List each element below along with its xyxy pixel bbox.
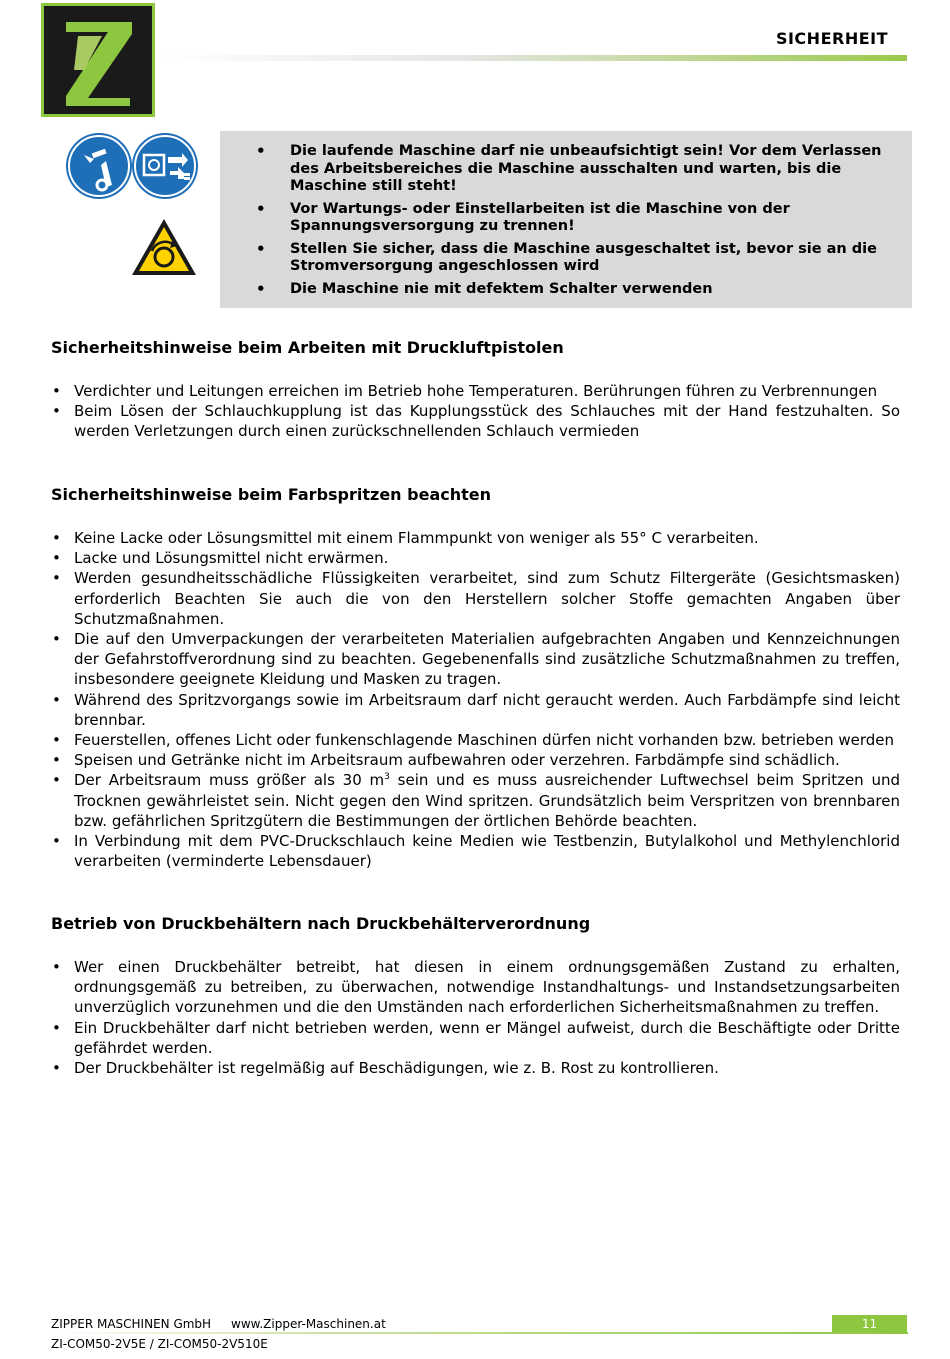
list-item: • Beim Lösen der Schlauchkupplung ist das Kupplungsstück des Schlauches mit der Hand festzuhalten. So werden Verletzungen durch einen zurückschnellenden Schlauch vermieden bbox=[51, 401, 900, 441]
footer-company: ZIPPER MASCHINEN GmbH bbox=[51, 1317, 212, 1331]
list-item: • Vor Wartungs- oder Einstellarbeiten ist die Maschine von der Spannungsversorgung zu trennen! bbox=[256, 201, 896, 236]
room-text-a: Der Arbeitsraum muss größer als 30 m bbox=[74, 771, 385, 790]
warning-list bbox=[256, 143, 896, 303]
list-item: • Die auf den Umverpackungen der verarbeiteten Materialien aufgebrachten Angaben und Kennzeichnungen der Gefahrstoffverordnung sind zu beachten. Gegebenenfalls sind zusätzliche Schutzmaßnahmen zu treffen, insbesondere geeignete Kleidung und Masken zu tragen. bbox=[51, 629, 900, 690]
list-item: • Werden gesundheitsschädliche Flüssigkeiten verarbeitet, sind zum Schutz Filtergeräte (Gesichtsmasken) erforderlich Beachten Sie auch die von den Herstellern solcher Stoffe gemachten Angaben über Schutzmaßnahmen. bbox=[51, 568, 900, 629]
section-heading: Betrieb von Druckbehältern nach Druckbehälterverordnung bbox=[51, 914, 591, 933]
list-item: • Die laufende Maschine darf nie unbeaufsichtigt sein! Vor dem Verlassen des Arbeitsbereiches die Maschine ausschalten und warten, bis die Maschine still steht! bbox=[256, 143, 896, 196]
section-pressure-vessels bbox=[51, 914, 900, 934]
footer-divider bbox=[51, 1332, 908, 1334]
list-item: • Speisen und Getränke nicht im Arbeitsraum aufbewahren oder verzehren. Farbdämpfe sind schädlich. bbox=[51, 750, 900, 770]
section-heading: Sicherheitshinweise beim Farbspritzen beachten bbox=[51, 485, 492, 504]
zipper-z-icon bbox=[44, 6, 152, 114]
section-paint-spraying bbox=[51, 485, 900, 505]
room-text-b: sein und es muss ausreichender Luftwechsel beim Spritzen und Trocknen gewährleistet sein. Nicht gegen den Wind spritzen. Grundsätzlich beim Verspritzen von brennbaren bzw. gefährlichen Spritzgütern die Bestimmungen der örtlichen Behörde beachten. bbox=[74, 771, 900, 830]
list-item: • Der Druckbehälter ist regelmäßig auf Beschädigungen, wie z. B. Rost zu kontrollieren. bbox=[51, 1058, 900, 1078]
section-compressed-air-guns-list bbox=[51, 381, 900, 442]
switch-off-icon bbox=[66, 133, 132, 199]
list-item: • Stellen Sie sicher, dass die Maschine ausgeschaltet ist, bevor sie an die Stromversorgung angeschlossen wird bbox=[256, 241, 896, 276]
page-title: SICHERHEIT bbox=[775, 29, 888, 48]
list-item: • Während des Spritzvorgangs sowie im Arbeitsraum darf nicht geraucht werden. Auch Farbdämpfe sind leicht brennbar. bbox=[51, 690, 900, 730]
section-pressure-vessels-list bbox=[51, 957, 900, 1078]
footer-model: ZI-COM50-2V5E / ZI-COM50-2V510E bbox=[51, 1337, 268, 1351]
list-item: • Wer einen Druckbehälter betreibt, hat diesen in einem ordnungsgemäßen Zustand zu erhalten, ordnungsgemäß zu betreiben, zu überwachen, notwendige Instandhaltungs- und Instandsetzungsarbeiten unverzüglich vorzunehmen und die den Umständen nach erforderlichen Sicherheitsmaßnahmen zu treffen. bbox=[51, 957, 900, 1018]
zipper-logo bbox=[41, 3, 155, 117]
header-divider bbox=[160, 55, 907, 61]
warning-box bbox=[220, 131, 912, 308]
footer-website[interactable]: www.Zipper-Maschinen.at bbox=[231, 1317, 386, 1331]
section-paint-spraying-list bbox=[51, 528, 900, 871]
list-item: • Keine Lacke oder Lösungsmittel mit einem Flammpunkt von weniger als 55° C verarbeiten. bbox=[51, 528, 900, 548]
unplug-icon bbox=[132, 133, 198, 199]
superscript-3: 3 bbox=[384, 772, 390, 783]
list-item: • Die Maschine nie mit defektem Schalter verwenden bbox=[256, 281, 896, 299]
list-item: • Lacke und Lösungsmittel nicht erwärmen. bbox=[51, 548, 900, 568]
section-heading: Sicherheitshinweise beim Arbeiten mit Druckluftpistolen bbox=[51, 338, 564, 357]
list-item bbox=[51, 770, 900, 831]
list-item: • Verdichter und Leitungen erreichen im Betrieb hohe Temperaturen. Berührungen führen zu Verbrennungen bbox=[51, 381, 900, 401]
rotating-parts-warning-icon bbox=[130, 217, 198, 277]
page-number: 11 bbox=[832, 1315, 907, 1333]
list-item: • Feuerstellen, offenes Licht oder funkenschlagende Maschinen dürfen nicht vorhanden bzw. betrieben werden bbox=[51, 730, 900, 750]
section-compressed-air-guns bbox=[51, 338, 900, 358]
list-item: • Ein Druckbehälter darf nicht betrieben werden, wenn er Mängel aufweist, durch die Beschäftigte oder Dritte gefährdet werden. bbox=[51, 1018, 900, 1058]
list-item: • In Verbindung mit dem PVC-Druckschlauch keine Medien wie Testbenzin, Butylalkohol und Methylenchlorid verarbeiten (verminderte Lebensdauer) bbox=[51, 831, 900, 871]
